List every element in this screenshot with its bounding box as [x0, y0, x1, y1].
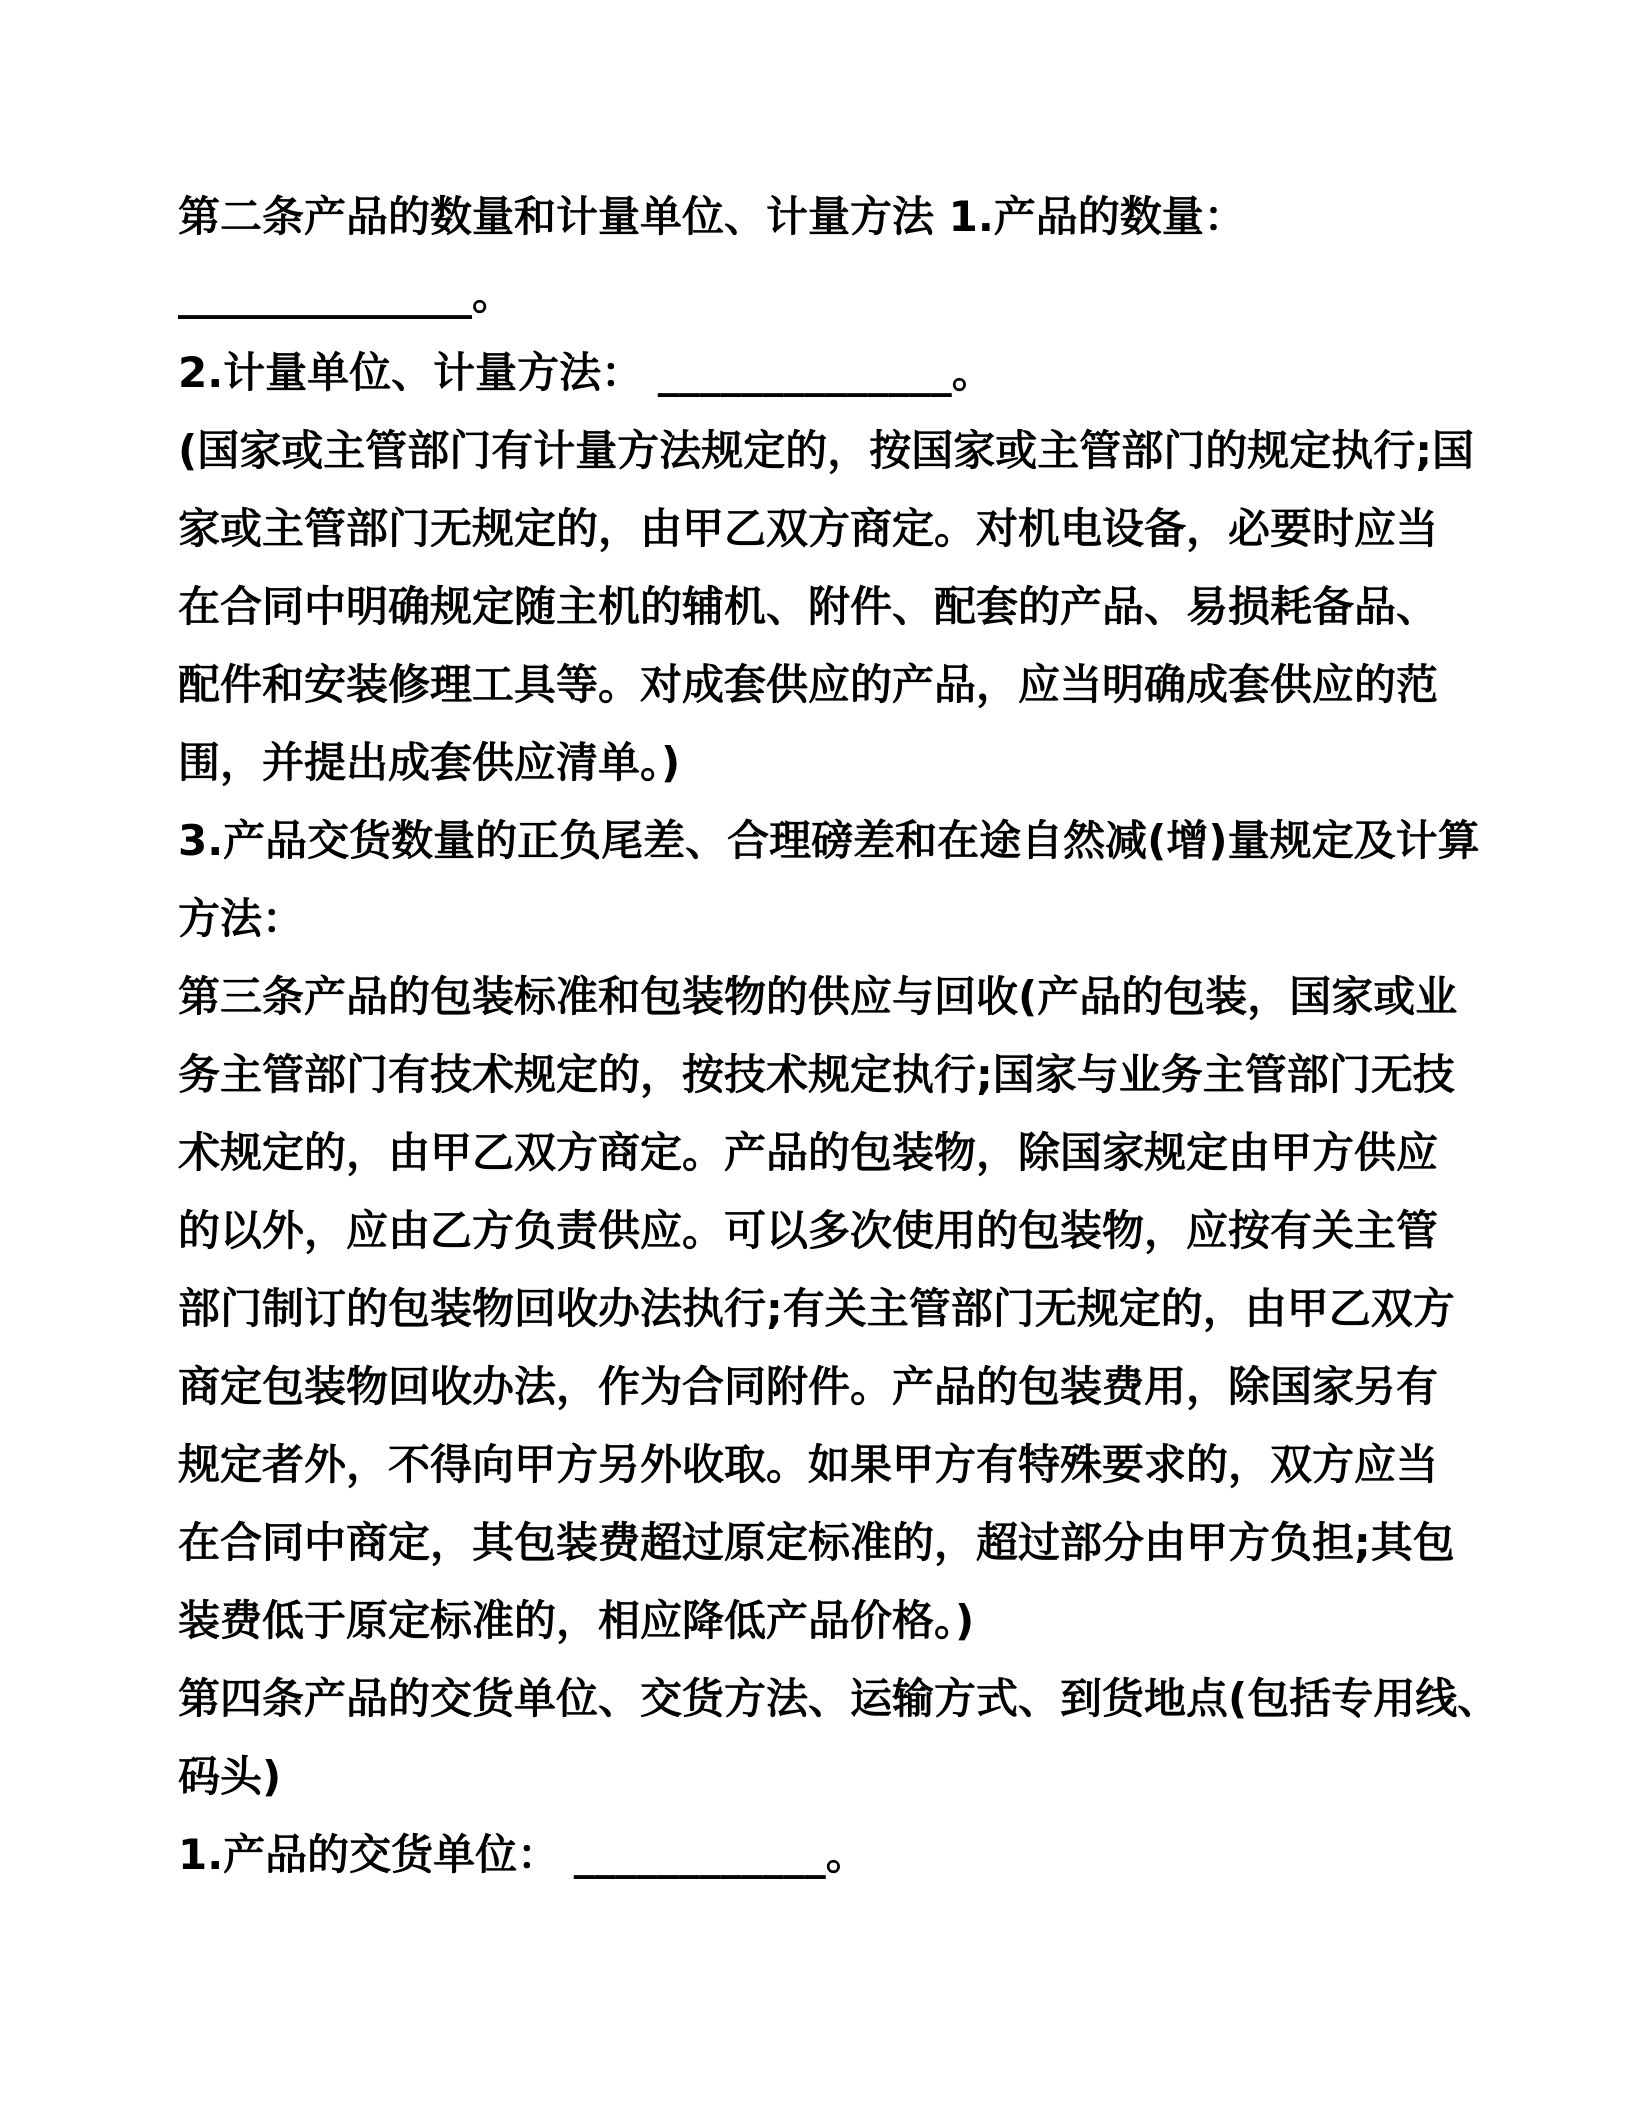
document-line: 码头) [178, 1752, 282, 1801]
document-line: 的以外，应由乙方负责供应。可以多次使用的包装物，应按有关主管 [178, 1206, 1439, 1255]
quantity-blank-line: ______________。 [178, 270, 515, 319]
document-line: 配件和安装修理工具等。对成套供应的产品，应当明确成套供应的范 [178, 660, 1439, 709]
measurement-unit-line: 2.计量单位、计量方法： ______________。 [178, 348, 994, 397]
delivery-unit-blank-line: 1.产品的交货单位： ____________。 [178, 1830, 868, 1879]
clause-4-heading-line: 第四条产品的交货单位、交货方法、运输方式、到货地点(包括专用线、 [178, 1674, 1500, 1723]
delivery-quantity-tolerance-line: 3.产品交货数量的正负尾差、合理磅差和在途自然减(增)量规定及计算 [178, 816, 1480, 865]
document-line: 在合同中明确规定随主机的辅机、附件、配套的产品、易损耗备品、 [178, 582, 1439, 631]
document-line: 规定者外，不得向甲方另外收取。如果甲方有特殊要求的，双方应当 [178, 1440, 1439, 1489]
clause-2-heading-line: 第二条产品的数量和计量单位、计量方法 1.产品的数量： [178, 192, 1246, 241]
document-line: 商定包装物回收办法，作为合同附件。产品的包装费用，除国家另有 [178, 1362, 1439, 1411]
contract-text-block [178, 178, 1500, 1894]
document-line: 务主管部门有技术规定的，按技术规定执行;国家与业务主管部门无技 [178, 1050, 1455, 1099]
document-line: 装费低于原定标准的，相应降低产品价格。) [178, 1596, 975, 1645]
document-line: 术规定的，由甲乙双方商定。产品的包装物，除国家规定由甲方供应 [178, 1128, 1439, 1177]
clause-3-heading-line: 第三条产品的包装标准和包装物的供应与回收(产品的包装，国家或业 [178, 972, 1458, 1021]
document-line: 家或主管部门无规定的，由甲乙双方商定。对机电设备，必要时应当 [178, 504, 1439, 553]
document-line: 在合同中商定，其包装费超过原定标准的，超过部分由甲方负担;其包 [178, 1518, 1455, 1567]
document-line: 方法： [178, 894, 305, 943]
document-line: 围，并提出成套供应清单。) [178, 738, 681, 787]
document-line: 部门制订的包装物回收办法执行;有关主管部门无规定的，由甲乙双方 [178, 1284, 1455, 1333]
document-line: (国家或主管部门有计量方法规定的，按国家或主管部门的规定执行;国 [178, 426, 1474, 475]
